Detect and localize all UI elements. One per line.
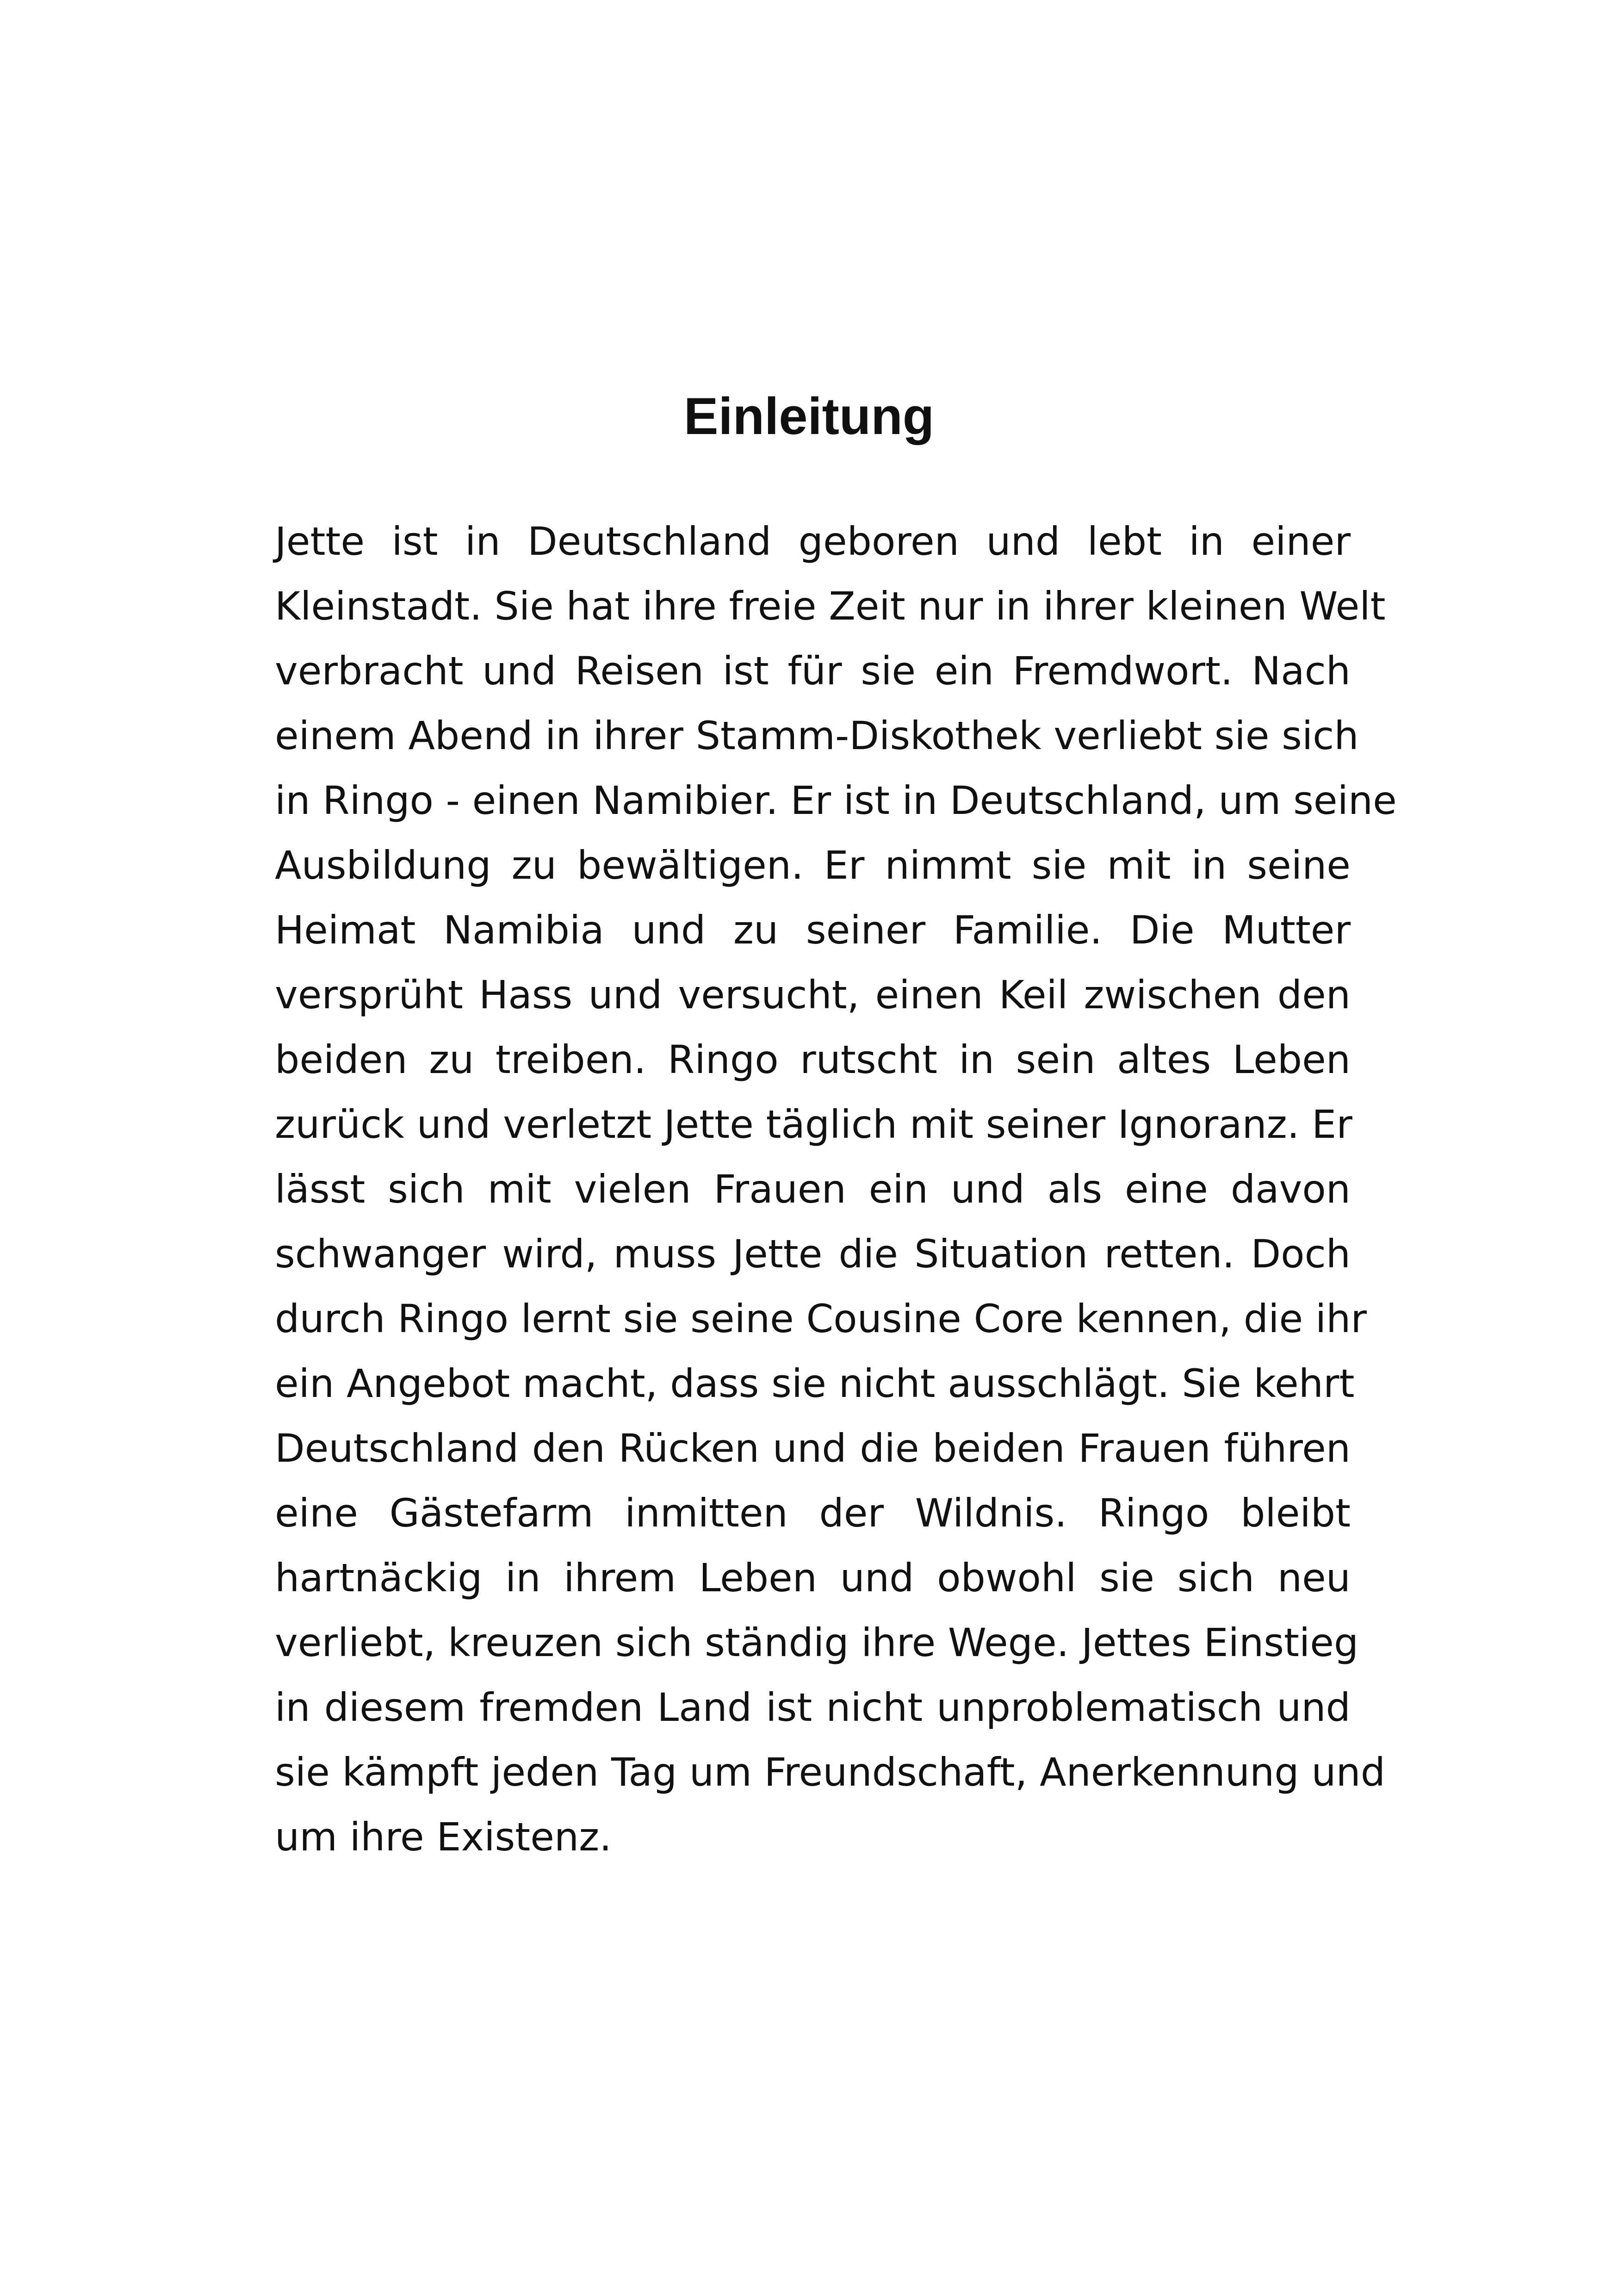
paragraph-line: beiden zu treiben. Ringo rutscht in sein altes Leben [275, 1037, 1351, 1082]
paragraph-line: verbracht und Reisen ist für sie ein Fremdwort. Nach [275, 648, 1351, 694]
paragraph-line: verliebt, kreuzen sich ständig ihre Wege. Jettes Einstieg [275, 1620, 1359, 1665]
paragraph-line: in Ringo - einen Namibier. Er ist in Deutschland, um seine [275, 778, 1397, 823]
paragraph-line: Jette ist in Deutschland geboren und lebt in einer [275, 519, 1351, 564]
paragraph-line: um ihre Existenz. [275, 1814, 612, 1860]
paragraph-line: Kleinstadt. Sie hat ihre freie Zeit nur in ihrer kleinen Welt [275, 583, 1386, 629]
paragraph-line: Heimat Namibia und zu seiner Familie. Die Mutter [275, 907, 1351, 953]
paragraph-line: durch Ringo lernt sie seine Cousine Core kennen, die ihr [275, 1296, 1367, 1341]
paragraph-line: ein Angebot macht, dass sie nicht ausschlägt. Sie kehrt [275, 1361, 1355, 1406]
paragraph-line: hartnäckig in ihrem Leben und obwohl sie sich neu [275, 1555, 1351, 1601]
page-title: Einleitung [683, 387, 935, 445]
paragraph-line: lässt sich mit vielen Frauen ein und als eine davon [275, 1167, 1351, 1212]
paragraph-line: eine Gästefarm inmitten der Wildnis. Ringo bleibt [275, 1490, 1351, 1536]
paragraph-line: in diesem fremden Land ist nicht unproblematisch und [275, 1685, 1351, 1730]
paragraph-line: zurück und verletzt Jette täglich mit seiner Ignoranz. Er [275, 1102, 1352, 1147]
paragraph-line: Deutschland den Rücken und die beiden Frauen führen [275, 1426, 1351, 1471]
paragraph-line: einem Abend in ihrer Stamm-Diskothek verliebt sie sich [275, 713, 1359, 758]
introduction-paragraph [275, 509, 1397, 1869]
paragraph-line: schwanger wird, muss Jette die Situation retten. Doch [275, 1231, 1351, 1277]
paragraph-line: sie kämpft jeden Tag um Freundschaft, Anerkennung und [275, 1750, 1386, 1795]
paragraph-line: Ausbildung zu bewältigen. Er nimmt sie mit in seine [275, 843, 1351, 888]
paragraph-line: versprüht Hass und versucht, einen Keil zwischen den [275, 972, 1351, 1018]
